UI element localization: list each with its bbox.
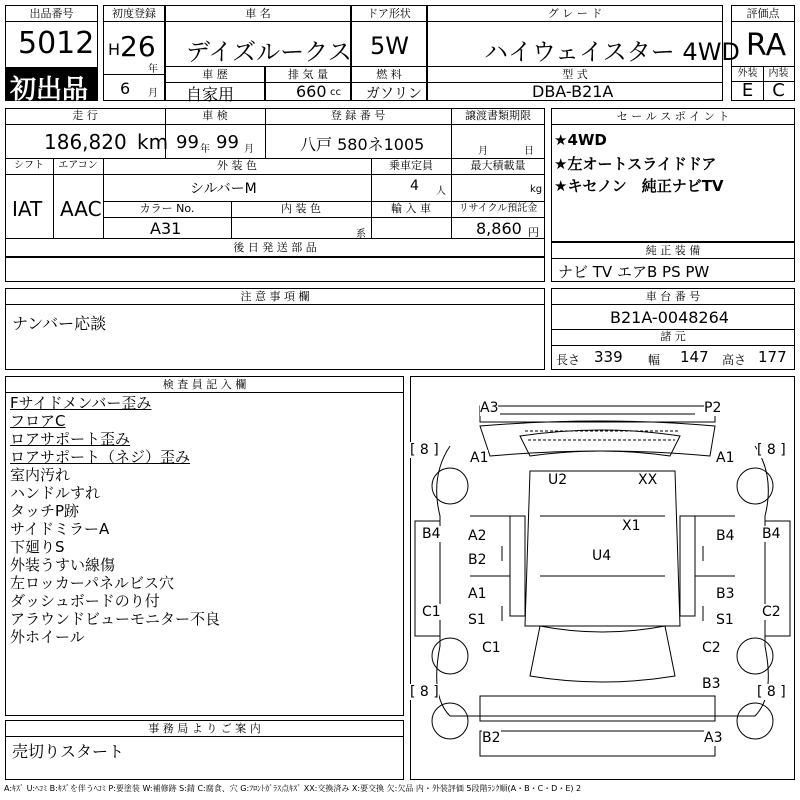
mileage-unit: km	[137, 130, 169, 154]
displacement-unit: cc	[330, 87, 341, 98]
month-unit: 月	[148, 88, 158, 99]
first-reg-month: 6	[120, 79, 131, 98]
diagram-mark-p2-top: P2	[704, 400, 722, 416]
diagram-mark-tire-rr: [ 8 ]	[757, 684, 786, 700]
diagram-mark-c1-left: C1	[482, 640, 501, 656]
inspector-line: 外装うすい線傷	[10, 556, 116, 574]
office-text: 売切りスタート	[12, 742, 125, 761]
model-box	[427, 66, 723, 101]
door-box	[351, 5, 427, 67]
diagram-mark-b3-right: B3	[716, 586, 735, 602]
diagram-mark-b3-right-low: B3	[702, 676, 721, 692]
height-label: 高さ	[722, 353, 747, 367]
first-reg-year: 26	[120, 30, 156, 63]
displacement-label: 排 気 量	[266, 67, 350, 83]
lot-number: 5012	[18, 26, 95, 61]
inspector-line: フロアC	[10, 412, 66, 430]
diagram-mark-tire-fl: [ 8 ]	[410, 442, 439, 458]
diagram-mark-b2-left: B2	[468, 552, 487, 568]
model-label: 型 式	[428, 67, 722, 83]
mileage-label: 走 行	[72, 109, 98, 122]
diagram-mark-c1-left-out: C1	[422, 604, 441, 620]
score-box	[731, 5, 795, 101]
diagram-mark-a2-left: A2	[468, 528, 487, 544]
car-diagram	[410, 376, 795, 780]
car-name-box	[165, 5, 351, 67]
shift: IAT	[12, 197, 43, 221]
diagram-mark-b2-bottom: B2	[482, 730, 501, 746]
history-label: 車 歴	[166, 67, 264, 83]
diagram-mark-b4-left-out: B4	[422, 526, 441, 542]
history: 自家用	[186, 85, 235, 104]
recycle-unit: 円	[528, 226, 539, 239]
diagram-mark-s1-left: S1	[468, 612, 486, 628]
capacity-label: 乗車定員	[389, 159, 433, 172]
sales-point-2: ★左オートスライドドア	[554, 155, 717, 173]
height: 177	[758, 348, 787, 366]
shift-label: シフト	[14, 160, 44, 171]
history-box	[165, 66, 265, 104]
transfer-label: 譲渡書類期限	[465, 109, 531, 122]
int-color-unit: 系	[356, 229, 366, 240]
inspector-line: ハンドルすれ	[10, 484, 101, 502]
fuel-box	[351, 66, 427, 101]
length: 339	[594, 348, 623, 366]
year-unit: 年	[148, 64, 158, 75]
inspection-month: 99	[216, 132, 239, 153]
ext-score-label: 外装	[737, 68, 758, 79]
ext-score: E	[741, 80, 754, 101]
inspection-month-unit: 月	[244, 144, 254, 155]
chassis-label: 車 台 番 号	[552, 289, 794, 305]
grade-box	[427, 5, 740, 67]
diagram-mark-b4-right: B4	[716, 528, 735, 544]
legend: A:ｷｽﾞ U:ﾍｺﾐ B:ｷｽﾞを伴うﾍｺﾐ P:要塗装 W:補修跡 S:錆 C:腐食、穴 G:ﾌﾛﾝﾄｶﾞﾗｽ点ｷｽﾞ XX:交換済み X:要交換 欠:欠品 内・外装評価 5段階ﾗﾝｸ順(A・B・C・D・E) 2	[4, 784, 582, 793]
load-unit: kg	[530, 184, 543, 195]
equipment-box	[551, 242, 795, 282]
sales-points-label: セ ー ル ス ポ イ ン ト	[552, 109, 794, 125]
diagram-mark-a3-top: A3	[480, 400, 499, 416]
capacity: 4	[410, 178, 419, 194]
plate-label: 登 録 番 号	[330, 109, 386, 122]
ac: AAC	[60, 197, 102, 221]
capacity-unit: 人	[436, 186, 446, 197]
car-name-label: 車 名	[166, 6, 350, 22]
era: H	[108, 40, 121, 59]
inspector-label: 検 査 員 記 入 欄	[6, 377, 403, 393]
inspector-line: タッチP跡	[10, 502, 80, 520]
ext-color-label: 外 装 色	[217, 159, 257, 172]
length-label: 長さ	[556, 353, 581, 367]
first-listing-text: 初出品	[10, 75, 89, 105]
ac-label: エアコン	[58, 160, 98, 171]
recycle: 8,860	[476, 219, 522, 238]
int-score: C	[772, 80, 785, 101]
inspector-line: 外ホイール	[10, 628, 85, 646]
diagram-mark-b4-right-out: B4	[762, 526, 781, 542]
inspector-line: ロアサポート歪み	[10, 430, 131, 448]
inspector-line: アラウンドビューモニター不良	[10, 610, 221, 628]
diagram-mark-a1-fr: A1	[716, 450, 735, 466]
plate-number: 八戸 580ネ1005	[300, 135, 425, 154]
color-no-label: カラー No.	[139, 202, 195, 215]
int-color-label: 内 装 色	[281, 202, 321, 215]
inspection-year: 99	[176, 132, 199, 153]
grade-label: グ レ ー ド	[428, 6, 722, 22]
chassis-number: B21A-0048264	[610, 308, 729, 327]
diagram-mark-u4: U4	[592, 548, 612, 564]
door-label: ドア形状	[352, 6, 426, 22]
inspector-line: 室内汚れ	[10, 466, 71, 484]
displacement: 660	[296, 82, 327, 101]
fuel-label: 燃 料	[352, 67, 426, 83]
first-reg-label: 初度登録	[104, 6, 164, 22]
first-reg-box	[103, 5, 165, 101]
diagram-mark-c2-right-out: C2	[762, 604, 781, 620]
load-label: 最大積載量	[470, 159, 526, 172]
int-score-label: 内装	[768, 68, 789, 79]
fuel: ガソリン	[366, 86, 422, 102]
diagram-mark-c2-right: C2	[702, 640, 721, 656]
transfer-month-unit: 月	[478, 146, 488, 157]
inspection-year-unit: 年	[200, 144, 210, 155]
diagram-mark-a1-fl: A1	[470, 450, 489, 466]
inspector-line: ダッシュボードのり付	[10, 592, 160, 610]
later-parts-box	[5, 256, 545, 282]
diagram-mark-a1-left-rear: A1	[468, 586, 487, 602]
lot-label: 出品番号	[6, 6, 97, 22]
inspector-line: 左ロッカーパネルビス穴	[10, 574, 174, 592]
score: RA	[746, 28, 787, 63]
diagram-mark-x1: X1	[622, 518, 641, 534]
sales-point-3: ★キセノン 純正ナビTV	[554, 177, 724, 195]
office-box	[5, 720, 404, 780]
inspector-line: サイドミラーA	[10, 520, 110, 538]
inspection-label: 車 検	[202, 109, 228, 122]
mileage: 186,820	[44, 130, 127, 154]
transfer-day-unit: 日	[524, 146, 534, 157]
import-label: 輸 入 車	[391, 202, 431, 215]
later-parts-label: 後 日 発 送 部 品	[233, 241, 317, 254]
car-name: デイズルークス	[186, 38, 352, 66]
sales-point-1: ★4WD	[554, 131, 607, 149]
model: DBA-B21A	[532, 82, 614, 101]
inspector-line: 下廻りS	[10, 538, 65, 556]
color-no: A31	[150, 219, 182, 238]
diagram-mark-tire-fr: [ 8 ]	[757, 442, 786, 458]
sales-points-box	[551, 108, 795, 242]
diagram-mark-tire-rl: [ 8 ]	[410, 684, 439, 700]
width-label: 幅	[648, 353, 661, 367]
grade: ハイウェイスター 4WD	[484, 38, 740, 66]
equipment-label: 純 正 装 備	[552, 243, 794, 259]
notes-box	[5, 288, 545, 370]
diagram-mark-a3-bottom: A3	[704, 730, 723, 746]
diagram-mark-xx: XX	[638, 472, 658, 488]
office-label: 事 務 局 よ り ご 案 内	[6, 721, 403, 737]
equipment: ナビ TV エアB PS PW	[558, 263, 710, 281]
recycle-label: リサイクル預託金	[458, 203, 538, 214]
ext-color: シルバーM	[190, 181, 257, 197]
displacement-box	[265, 66, 351, 101]
diagram-mark-u2: U2	[548, 472, 568, 488]
chassis-box	[551, 288, 795, 370]
inspector-line: Fサイドメンバー歪み	[10, 394, 152, 412]
notes-label: 注 意 事 項 欄	[6, 289, 544, 305]
notes-text: ナンバー応談	[12, 314, 107, 333]
diagram-mark-s1-right: S1	[716, 612, 734, 628]
door-type: 5W	[370, 32, 409, 60]
score-label: 評価点	[732, 6, 794, 22]
dims-label: 諸 元	[660, 330, 686, 343]
width: 147	[680, 348, 709, 366]
lot-number-box	[5, 5, 98, 69]
inspector-line: ロアサポート（ネジ）歪み	[10, 448, 191, 466]
